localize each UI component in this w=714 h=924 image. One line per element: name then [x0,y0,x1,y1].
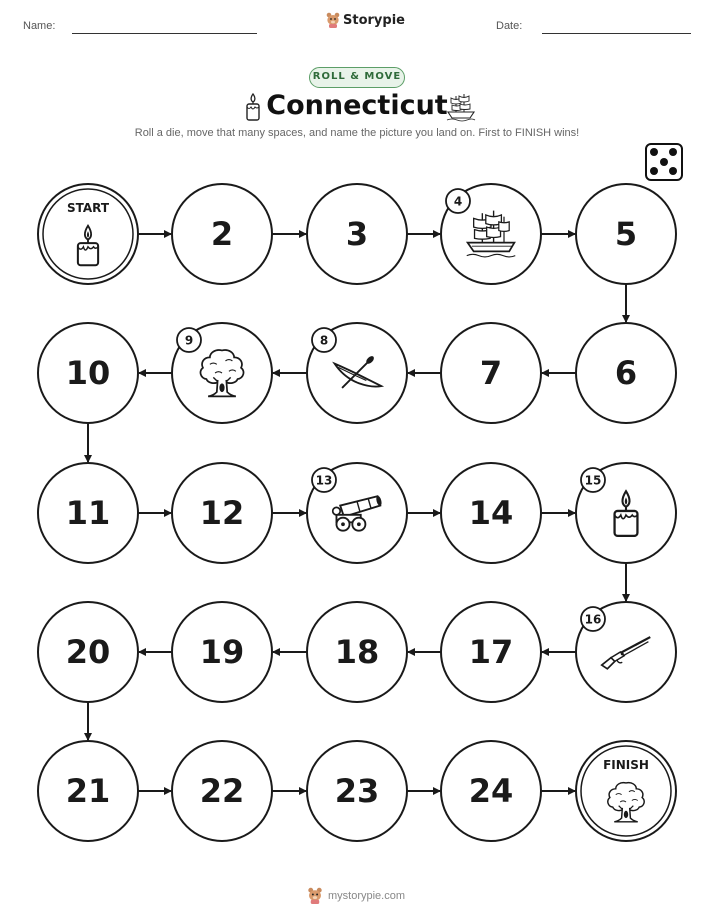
date-label: Date: [496,20,523,32]
space-number: 3 [345,215,369,253]
space-number: 4 [453,194,463,209]
space-number: 9 [184,333,194,348]
instructions: Roll a die, move that many spaces, and name the picture you land on. First to FINISH wins! [134,127,580,139]
footer-url[interactable]: mystorypie.com [328,889,406,902]
space-number: 18 [334,633,380,671]
board-space-8[interactable] [307,323,407,423]
board-space-21[interactable] [38,741,138,841]
space-number: 6 [614,354,638,392]
space-number: 22 [199,772,245,810]
board-space-20[interactable] [38,602,138,702]
space-number: 5 [614,215,638,253]
space-number: 7 [479,354,503,392]
board-space-11[interactable] [38,463,138,563]
board-space-14[interactable] [441,463,541,563]
space-number: 23 [334,772,380,810]
board-space-12[interactable] [172,463,272,563]
space-number: 11 [65,494,111,532]
space-number: 8 [319,333,329,348]
board-space-25[interactable] [576,741,676,841]
board-space-5[interactable] [576,184,676,284]
space-number: 14 [468,494,514,532]
space-number: 10 [65,354,111,392]
board-space-3[interactable] [307,184,407,284]
board-space-17[interactable] [441,602,541,702]
board-space-6[interactable] [576,323,676,423]
board-spaces [38,184,676,841]
start-label: START [66,201,110,215]
brand-name: Storypie [343,12,405,28]
space-number: 17 [468,633,514,671]
board-space-22[interactable] [172,741,272,841]
board-space-18[interactable] [307,602,407,702]
space-number: 15 [584,473,602,488]
space-number: 16 [584,612,602,627]
space-number: 2 [210,215,234,253]
board-space-9[interactable] [172,323,272,423]
space-number: 12 [199,494,245,532]
space-number: 19 [199,633,245,671]
board-space-24[interactable] [441,741,541,841]
space-number: 13 [315,473,333,488]
bear-mascot-icon [307,887,323,904]
finish-label: FINISH [603,758,649,772]
page-title: Connecticut [266,90,448,121]
name-label: Name: [23,20,56,32]
board-space-7[interactable] [441,323,541,423]
board-space-4[interactable] [441,184,541,284]
footer [307,887,405,904]
board-space-16[interactable] [576,602,676,702]
space-number: 21 [65,772,111,810]
board-space-10[interactable] [38,323,138,423]
space-number: 24 [468,772,514,810]
board-space-1[interactable] [38,184,138,284]
game-type-badge: ROLL & MOVE [309,67,405,88]
board-space-13[interactable] [307,463,407,563]
board-space-19[interactable] [172,602,272,702]
space-number: 20 [65,633,111,671]
board-space-15[interactable] [576,463,676,563]
board-space-23[interactable] [307,741,407,841]
board-space-2[interactable] [172,184,272,284]
